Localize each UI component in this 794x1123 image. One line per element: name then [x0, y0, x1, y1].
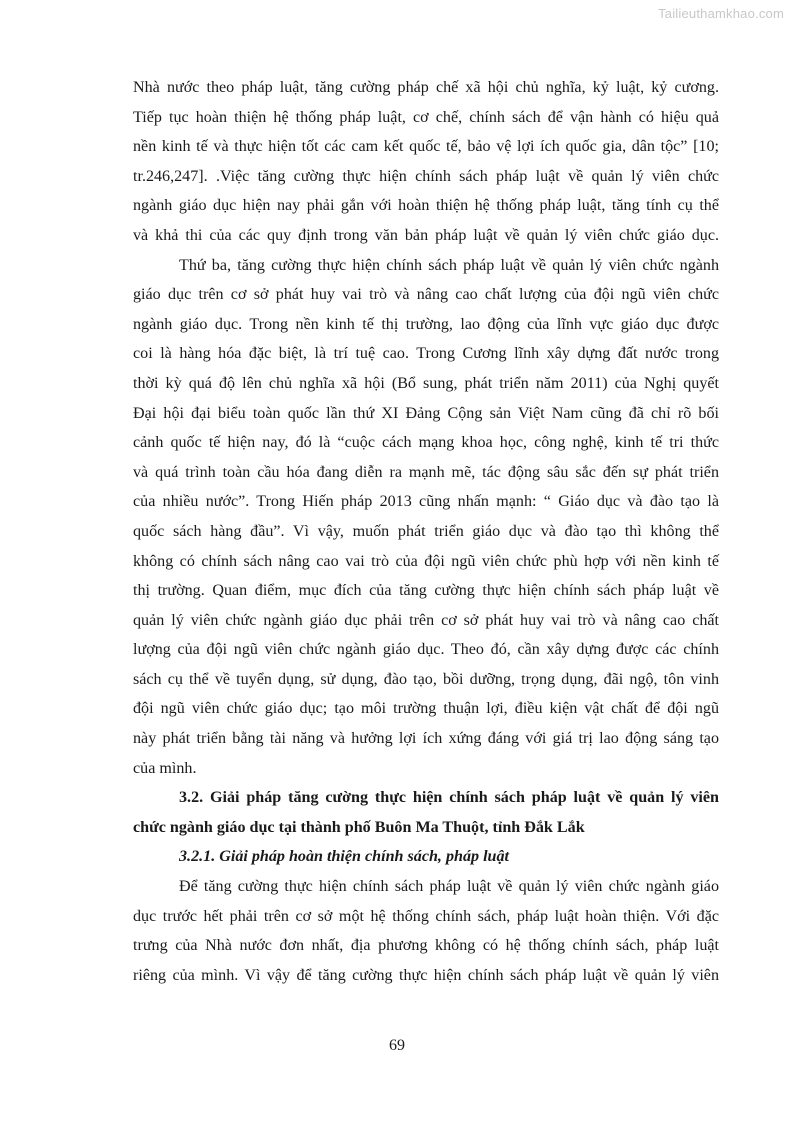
text-line: thời kỳ quá độ lên chủ nghĩa xã hội (Bổ sung, phát triển năm 2011) của Nghị quyết: [133, 374, 719, 392]
text-line: Để tăng cường thực hiện chính sách pháp luật về quản lý viên chức ngành giáo: [179, 878, 719, 896]
text-line: lượng của đội ngũ viên chức ngành giáo dục. Theo đó, cần xây dựng được các chính: [133, 641, 719, 659]
text-line: 3.2.1. Giải pháp hoàn thiện chính sách, pháp luật: [179, 848, 510, 866]
watermark: Tailieuthamkhao.com: [658, 6, 784, 21]
page-number: 69: [389, 1037, 405, 1054]
text-line: trưng của Nhà nước đơn nhất, địa phương không có hệ thống chính sách, pháp luật: [133, 937, 719, 955]
text-line: và khả thi của các quy định trong văn bản pháp luật về quản lý viên chức giáo dục.: [133, 226, 719, 244]
text-line: Tiếp tục hoàn thiện hệ thống pháp luật, cơ chế, chính sách để vận hành có hiệu quả: [133, 108, 719, 126]
text-line: ngành giáo dục. Trong nền kinh tế thị trường, lao động của lĩnh vực giáo dục được: [133, 315, 719, 333]
text-line: 3.2. Giải pháp tăng cường thực hiện chính sách pháp luật về quản lý viên: [179, 789, 719, 807]
text-line: này phát triển bằng tài năng và hưởng lợi ích xứng đáng với giá trị lao động sáng tạo: [133, 730, 719, 748]
text-line: không có chính sách nâng cao vai trò của đội ngũ viên chức phù hợp với nền kinh tế: [133, 552, 719, 570]
text-line: quốc sách hàng đầu”. Vì vậy, muốn phát triển giáo dục và đào tạo thì không thể: [133, 522, 719, 540]
text-line: dục trước hết phải trên cơ sở một hệ thống chính sách, pháp luật hoàn thiện. Với đặc: [133, 907, 719, 925]
page-body: [133, 73, 719, 990]
text-line: giáo dục trên cơ sở phát huy vai trò và nâng cao chất lượng của đội ngũ viên chức: [133, 286, 719, 304]
text-line: tr.246,247]. .Việc tăng cường thực hiện chính sách pháp luật về quản lý viên chức: [133, 167, 719, 185]
text-line: Đại hội đại biểu toàn quốc lần thứ XI Đảng Cộng sản Việt Nam cũng đã chỉ rõ bối: [133, 404, 719, 422]
text-line: coi là hàng hóa đặc biệt, là trí tuệ cao. Trong Cương lĩnh xây dựng đất nước trong: [133, 345, 719, 363]
text-line: và quá trình toàn cầu hóa đang diễn ra mạnh mẽ, tác động sâu sắc đến sự phát triển: [133, 463, 719, 481]
text-line: thị trường. Quan điểm, mục đích của tăng cường thực hiện chính sách pháp luật về: [133, 582, 719, 600]
text-line: cảnh quốc tế hiện nay, đó là “cuộc cách mạng khoa học, công nghệ, kinh tế tri thức: [133, 434, 719, 452]
text-line: Thứ ba, tăng cường thực hiện chính sách pháp luật về quản lý viên chức ngành: [179, 256, 719, 274]
text-line: riêng của mình. Vì vậy để tăng cường thực hiện chính sách pháp luật về quản lý viên: [133, 966, 719, 984]
text-line: Nhà nước theo pháp luật, tăng cường pháp chế xã hội chủ nghĩa, kỷ luật, kỷ cương.: [133, 79, 719, 96]
text-line: đội ngũ viên chức giáo dục; tạo môi trường thuận lợi, điều kiện vật chất để đội ngũ: [133, 700, 719, 718]
text-line: ngành giáo dục hiện nay phải gắn với hoàn thiện hệ thống pháp luật, tăng tính cụ thể: [133, 197, 719, 215]
text-line: quản lý viên chức ngành giáo dục phải trên cơ sở phát huy vai trò và nâng cao chất: [133, 611, 719, 629]
text-line: của mình.: [133, 759, 197, 777]
text-line: chức ngành giáo dục tại thành phố Buôn Ma Thuột, tỉnh Đắk Lắk: [133, 818, 585, 836]
text-line: của nhiều nước”. Trong Hiến pháp 2013 cũng nhấn mạnh: “ Giáo dục và đào tạo là: [133, 493, 719, 511]
text-line: nền kinh tế và thực hiện tốt các cam kết quốc tế, bảo vệ lợi ích quốc gia, dân tộc” [10;: [133, 138, 719, 156]
text-line: sách cụ thể về tuyển dụng, sử dụng, đào tạo, bồi dưỡng, trọng dụng, đãi ngộ, tôn vinh: [133, 670, 719, 688]
